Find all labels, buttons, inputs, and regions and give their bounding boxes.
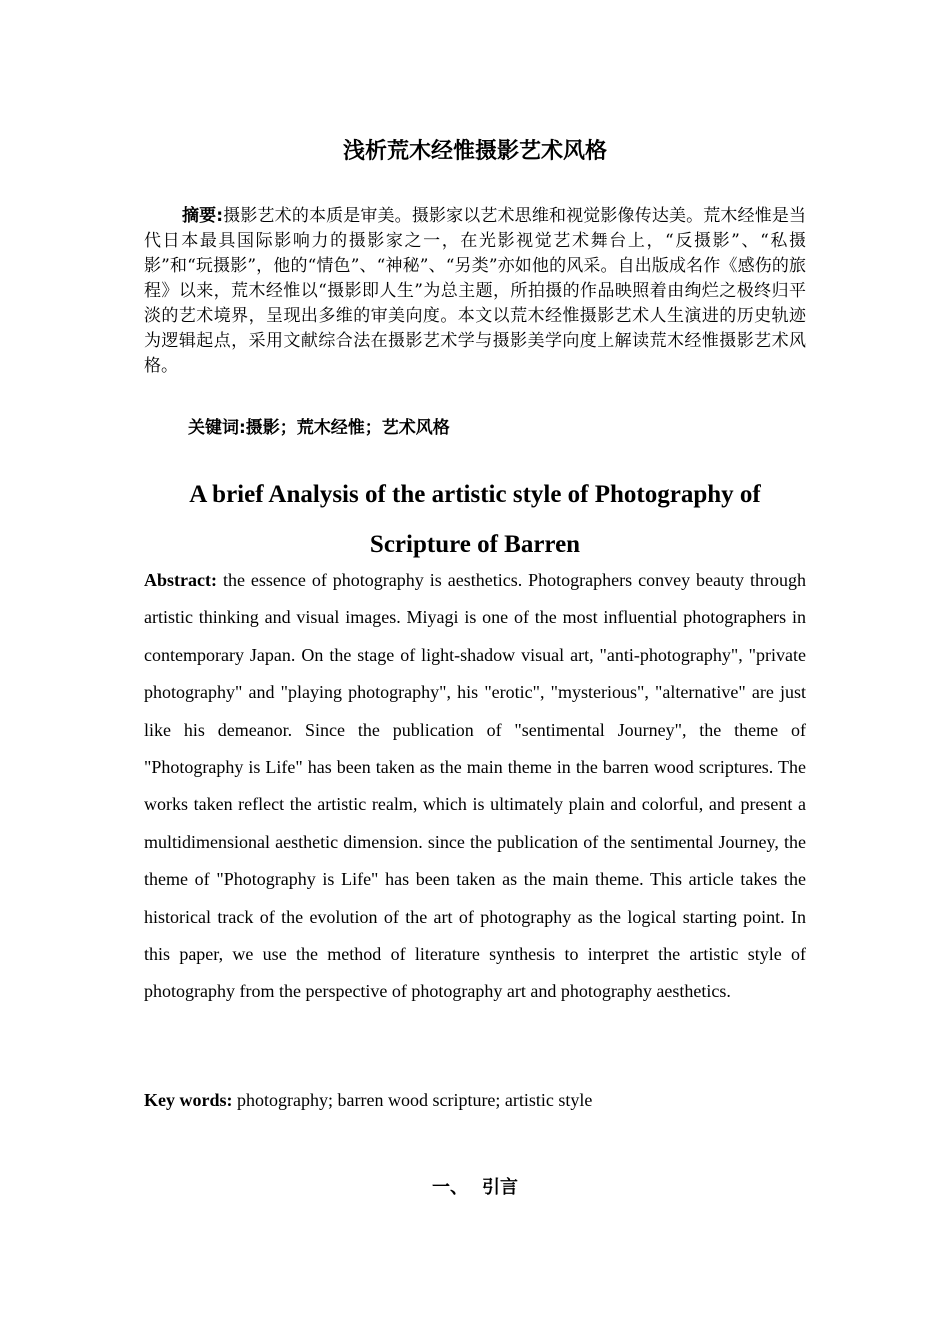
chinese-abstract-text: 摄影艺术的本质是审美。摄影家以艺术思维和视觉影像传达美。荒木经惟是当代日本最具国际影响力的摄影家之一，在光影视觉艺术舞台上，“反摄影”、“私摄影”和“玩摄影”，他的“情色”、“神秘”、“另类”亦如他的风采。自出版成名作《感伤的旅程》以来，荒木经惟以“摄影即人生”为总主题，所拍摄的作品映照着由绚烂之极终归平淡的艺术境界，呈现出多维的审美向度。本文以荒木经惟摄影艺术人生演进的历史轨迹为逻辑起点，采用文献综合法在摄影艺术学与摄影美学向度上解读荒木经惟摄影艺术风格。 [144,206,806,376]
english-abstract-label: Abstract: [144,570,217,590]
english-keywords [144,1087,592,1113]
chinese-abstract [144,204,806,379]
chinese-abstract-label: 摘要: [182,206,224,226]
section-number: 一、 [432,1177,468,1198]
english-abstract [144,562,806,1011]
english-keywords-text: photography; barren wood scripture; artistic style [237,1090,593,1110]
chinese-keywords: 关键词:摄影；荒木经惟；艺术风格 [188,418,450,438]
english-title: A brief Analysis of the artistic style of Photography of Scripture of Barren [189,481,761,558]
english-keywords-label: Key words: [144,1090,233,1110]
english-abstract-text: the essence of photography is aesthetics. Photographers convey beauty through artistic thinking and visual images. Miyagi is one of the most influential photographers in contemporary Japan. On the stage of light-shadow visual art, "anti-photography", "private photography" and "playing photography", his "erotic", "mysterious", "alternative" are just like his demeanor. Since the publication of "sentimental Journey", the theme of "Photography is Life" has been taken as the main theme in the barren wood scriptures. The works taken reflect the artistic realm, which is ultimately plain and colorful, and present a multidimensional aesthetic dimension. since the publication of the sentimental Journey, the theme of "Photography is Life" has been taken as the main theme. This article takes the historical track of the evolution of the art of photography as the logical starting point. In this paper, we use the method of literature synthesis to interpret the artistic style of photography from the perspective of photography art and photography aesthetics. [144,570,806,1002]
section-title: 引言 [482,1177,518,1198]
chinese-title: 浅析荒木经惟摄影艺术风格 [342,139,607,164]
section-heading-introduction [0,1174,950,1202]
